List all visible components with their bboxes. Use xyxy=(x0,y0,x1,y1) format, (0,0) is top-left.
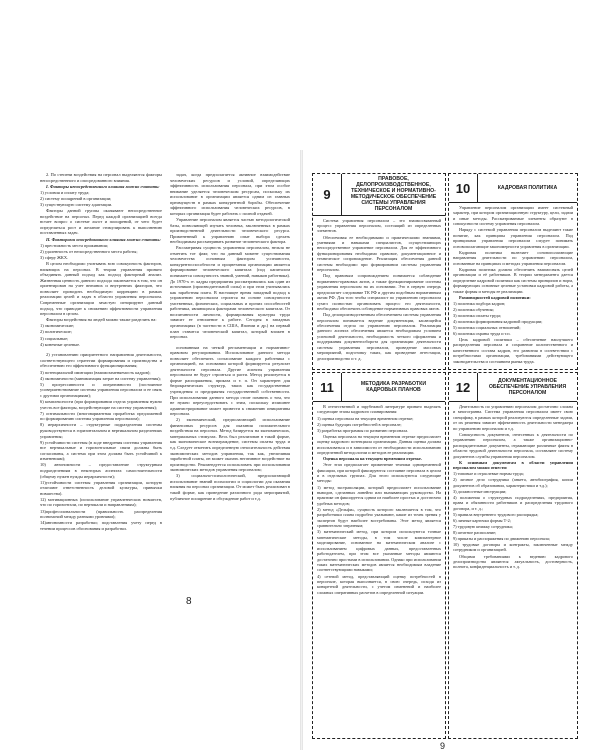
list-item: 2) систему поощрений в организации; xyxy=(40,195,112,201)
paragraph: I. Факторы непосредственного влияния можно считать: xyxy=(46,183,160,189)
list-item: 3) социальные; xyxy=(40,335,69,341)
list-item: 3) политика оплаты труда; xyxy=(453,312,502,318)
list-item: 8) штатное расписание; xyxy=(453,529,497,535)
list-item: 1) политика подбора кадров; xyxy=(453,300,506,306)
paragraph: Оценка персонала на текущем временном отрезке. xyxy=(323,456,422,462)
section-body xyxy=(449,402,577,572)
paragraph: Факторы воздействия на людей можно также разделить на: xyxy=(46,317,157,323)
list-item: 4) сетевой метод, представляющий оценку потребностей в персонале, которая выполняется, в свою очередь, исходя из конкретной деятельности, с учетом изменений и наиболее сложных оперативных расчетов в определенной ситуации. xyxy=(317,573,441,595)
section-number: 12 xyxy=(449,373,478,401)
section-body xyxy=(449,203,577,367)
paragraph: 2) установлению приоритетного направления деятельности, соответствующего стратегии формирования и производства и обеспечению его эффективного функционирования; xyxy=(40,352,162,369)
paragraph: Кадровая политика включает основополагающие направления деятельности по управлению персоналом, основанные на принципах и методах управления персоналом. xyxy=(453,249,573,266)
section-number: 11 xyxy=(313,373,342,401)
paragraph: 2. По степени воздействия на персонал выделяются факторы непосредственного и опосредованного влияния. xyxy=(40,172,162,183)
paragraph: Рассматривая сущность управления персоналом, нельзя не отметить тот факт, что на данный момент существования человечества основным фактором успешности, конкурентоспособности и процветания организации является формирование человеческого капитала (под капиталом понимается совокупность знаний, умений, навыков работника). До 1970-х гг. кадры предприятия рассматривались как один из источников (производительной силы) и при этом учитывались как заработная плата. В настоящее время западный подход к управлению персоналом строится на основе совокупности умственных, физических, социальных и прочих способностей работника, являющихся факторами человеческого капитала. От воспитанности личности, формирования культуры труда зависит ее отношение к работе. Сегодня в западных организациях (в частности в США, Японии и др.) на первый план ставится человеческий капитал, который вложен в персонал. xyxy=(170,245,290,340)
list-item: 1) метод экстраполяции, который предполагает использование выводов, сделанных линейно или вызывающих руководство. На практике он фиксируется одним из наиболее простых и достаточно удобных методов; xyxy=(317,484,441,506)
list-item: 3) разработка программы по развитию персонала. xyxy=(317,427,409,433)
list-item: 1) типовые и отраслевые нормы труда; xyxy=(453,471,524,477)
list-item: 1) престижность места проживания; xyxy=(40,242,108,248)
paragraph: Управление персоналом организации имеет системный характер, при котором организационную структуру, цели, задачи и иные методы. Рассматриваемые элементы образуют в совокупности систему управления персоналом. xyxy=(453,205,573,227)
list-item: 2) оценка будущих потребностей в персонале; xyxy=(317,421,402,427)
section-10 xyxy=(448,173,578,370)
list-item: 2) метод «Дельфи», сущность которого заключается в том, что разработчики плана подробно указывают, какие из точек зрения у экспертов будут наиболее востребованы. Этот метод является сравнительно затратным; xyxy=(317,506,441,529)
section-title: ПРАВОВОЕ, ДЕЛОПРОИЗВОДСТВЕННОЕ, ТЕХНИЧЕСКОЕ И НОРМАТИВНО-МЕТОДИЧЕСКОЕ ОБЕСПЕЧЕНИЕ СИСТЕМЫ УПРАВЛЕНИЯ ПЕРСОНАЛОМ xyxy=(350,176,437,213)
list-item: 9) устойчивости системы (в ходе внедрения системы управления все вертикальные и горизонтальные связи должны быть согласованы, а система при этом должна быть устойчивой к изменениям); xyxy=(40,439,162,462)
list-item: 2) политика обучения; xyxy=(453,306,494,312)
list-item: 5) правила внутреннего трудового распорядка; xyxy=(453,511,539,517)
list-item: 14)автономности разработки; подставления учету перед в течении процессов обоснования и разработки. xyxy=(40,520,162,531)
section-title: КАДРОВАЯ ПОЛИТИКА xyxy=(497,184,558,191)
paragraph: Оценка персонала на текущем временном отрезке предполагает оценку кадрового потенциала организации. Данная оценка должна использоваться и в зависимости от необходимости использованию определенной методологии и методов ее реализации. xyxy=(317,433,441,455)
list-item: 3) математический метод, при котором используются точные математические методы, в том числе компьютерное моделирование, основанное на математическом анализе с использованием цифровых данных, предоставленных работодателем, при этом все указанные методы являются достаточно простыми в использовании. Однако при использовании таких математических методов является необходимым владение соответствующими навыками; xyxy=(317,529,441,573)
list-item: 12) мотивационных (использование управленческих новшеств, что по горизонтали, по вертикали и направлениям); xyxy=(40,496,162,508)
paragraph: В целом необходимо учитывать всю совокупность факторов, влияющих на персонал. В теории управления принято объединять данный подход как подход факторный анализ. Жизненная ценность данного подхода заключается в том, что он ориентирован на учет внешних и внутренних факторов, что позволяет проводить необходимую коррекцию в рамках реализации целей и задач в области управления персоналом. Современные организации зачастую игнорируют данный подход, что приводит к снижению эффективности управления персоналом в целом. xyxy=(40,261,162,317)
section-title: ДОКУМЕНТАЦИОННОЕ ОБЕСПЕЧЕНИЕ УПРАВЛЕНИЯ ПЕРСОНАЛОМ xyxy=(488,377,567,397)
list-item: 8) иерархичности – структурные подразделения системы руководствуются в горизонтальном и вертикальном разделениях управления; xyxy=(40,422,162,439)
paragraph: Под правовым сопровождением понимается соблюдение нормативно-правовых актов, а также функционирование системы управления персоналом на их основании. Это в первую очередь предполагает следование ТК РФ и другим подобным нормативным актам РФ. Для того чтобы специалист по управлению персоналом сумел полностью организовать процесс его деятельности, необходимо обеспечить соблюдение нормативных правовых актов. xyxy=(317,273,441,311)
paragraph: Факторы данной группы оказывают непосредственное воздействие на персонал. Перед каждой организацией всегда встает вопрос о системе льгот и поощрений, от чего будет определяться рост и желание стимулировать к выполнению поставленных задач. xyxy=(40,208,162,236)
paragraph: Наряду с системой управления персоналом выделяют такие понятие, как принципы управления персоналом. Под принципами управления персоналом следует понимать основополагающие закономерности управления в организации. xyxy=(453,227,573,249)
left-page-number: 8 xyxy=(186,596,192,607)
list-item: 7) трудовую книжку сотрудника; xyxy=(453,523,513,529)
list-item: 11)устойчивости системы управления организации, которую отличают ответственность деловой культуры, привычки новшества). xyxy=(40,479,162,496)
section-title: МЕТОДИКА РАЗРАБОТКИ КАДРОВЫХ ПЛАНОВ xyxy=(360,380,427,393)
list-item: 4) политика формирования кадровой продукции; xyxy=(453,318,543,324)
paragraph: Разновидностей кадровой политики: xyxy=(459,294,531,300)
section-11 xyxy=(312,372,446,739)
list-item: 2) политические; xyxy=(40,329,72,335)
section-body xyxy=(313,216,445,364)
paragraph: Под делопроизводственным обеспечением системы управления персоналом понимается ведение документации, касающейся обеспечения отдела по управлению персоналом. Реализация данного аспекта обеспечения является необходимым условием успешной деятельности, необходимость четкого оформления и поддержания документооборота для организации деятельности системы управления персоналом, проведение массовых мероприятий, подготовку таких, как проведение аттестации, делопроизводство и т. д. xyxy=(317,312,441,361)
right-page-number: 9 xyxy=(440,741,446,750)
list-item: 5) политика социальных отношений; xyxy=(453,324,521,330)
list-item: 2) личное дело сотрудника (анкета, автобиография, копии документов об образовании, характеристики и т.д.); xyxy=(453,477,573,488)
list-item: 9) приказы и распоряжения по движению персонала; xyxy=(453,535,551,541)
list-item: 5) прогрессивности и оперативности (постоянное усовершенствование системы управления персоналом и ее связь с другими организациями); xyxy=(40,381,162,398)
list-item: 1) оценка персонала на текущем временном отрезке; xyxy=(317,415,414,421)
list-item: 4) конечные целевые. xyxy=(40,341,81,347)
paragraph: Обеспечивая ее необходимыми и практическими знаниями, умениями и навыками специалистов, осуществляющих непосредственное управление персоналом. Для ее эффективного функционирования необходимо правовое, документационное и техническое сопровождение. Реализация обеспечения данной системы необходимо при формировании системы управления персоналом. xyxy=(317,234,441,273)
paragraph: Этот этап предполагает применение техники одновременной фиксации, при которой фиксируются состояние персонала в целом и в отдельных группах. Для этого используются следующие методы: xyxy=(317,462,441,484)
list-item: 4) экономичности (минимизация затрат на систему управления); xyxy=(40,375,161,381)
paragraph: Кадровая политика должна обеспечить взаимосвязь целей организации и её работников. В теории менеджмента дается определение кадровой политики как системы принципов и норм, формирующих основные целевые установки кадровой работы, а также формы и методы ее реализации. xyxy=(453,266,573,294)
list-item: 6) политика охраны труда и т.п. xyxy=(453,330,511,336)
paragraph: Управление персоналом является частью методологической базы, позволяющей изучать человека, заключенных в рамках производственной деятельности человеческого ресурса. Примененный к управлению опыт выбора сделать необходимым рассматривать развитие человеческого фактора. xyxy=(170,216,290,245)
list-item: 1) условия и оплату труда; xyxy=(40,189,90,195)
paragraph: Деятельность по управлению персоналом достаточно сложна и многогранна. Система управления персоналом имеет свою специфику, в рамках которой реализуются определенные задачи, от их решения зависит эффективность деятельности менеджера по управлению персоналом и т.д. xyxy=(453,404,573,431)
list-item: 3) сферу ЖКХ. xyxy=(40,255,69,260)
list-item: 7) оптимальности (многовариантная проработка предложений по формированию системы управления персоналом); xyxy=(40,410,162,422)
paragraph: В отечественной и зарубежной литературе принято выделять следующие этапы кадрового планирования: xyxy=(317,404,441,415)
list-item: 10) автономности – предоставление структурным подразделениям в некоторых аспектах самостоятельности (общему нужен нужды иерархичности); xyxy=(40,462,162,479)
list-item: 3) существующую систему адаптации. xyxy=(40,202,113,208)
section-number: 9 xyxy=(313,174,342,215)
paragraph: Совокупность документов, отнесенных к деятельности по управлению персоналом, а также организационно-распорядительные документы, отражающие различные факты в области трудовой деятельности персонала, составляют систему документов службы управления персоналом. xyxy=(453,431,573,459)
section-12 xyxy=(448,372,578,739)
list-item: 13)профессиональности (правильность распределения полномочий между разными уровнями); xyxy=(40,508,162,520)
paragraph: Цель кадровой политики – обеспечение наилучшего распределения персонала и сохранение количественного и качественного состава кадров, его развития в соответствии с потребностями организации, требованиями действующего законодательства и состоянием рынка труда. xyxy=(453,336,573,364)
paragraph: Система управления персоналом – это взаимосвязанный процесс управления персоналом, состоящий из определенных элементов. xyxy=(317,217,441,234)
paragraph: К основным документам в области управления персоналом можно отнести: xyxy=(453,459,573,471)
list-item: 3) должностные инструкции; xyxy=(453,488,507,494)
section-body xyxy=(313,402,445,598)
section-number: 10 xyxy=(449,174,478,202)
list-item: 3) потенциальной имитации (взаимозаменяемость кадров); xyxy=(40,369,151,375)
list-item: 2) удаленность от непосредственного места работы; xyxy=(40,248,138,254)
list-item: 4) положения о структурных подразделениях, предприятия, права и обязанности работников и распределения трудового договора, и т. д.; xyxy=(453,494,573,511)
list-item: 10) трудовые договоры и контракты, заключенные между сотрудником и организацией. xyxy=(453,542,573,553)
list-item: 6) комплексности (при формировании отдела управления нужно учесть все факторы, воздействующие на систему управления); xyxy=(40,399,162,410)
paragraph: II. Факторами опосредованного влияния можно считать: xyxy=(46,236,161,242)
paragraph: основанным на четкой регламентации и нормативно-правовом регулировании. Использование данного метода позволяет обеспечить согласование каждого работника с организацией, на основании которой формируется результат деятельности персонала. Другие аспекты управления персоналом не будут строиться и расти. Метод реализуется в форме распоряжения, приказа и т. п. Он характерен для бюрократических структур, таких как государственные учреждения и предприятия государственной собственности. При использовании данного метода стоит помнить о том, что не нужно переусердствовать с этим, поскольку излишнее администрирование может привести к снижению инициативы персонала. xyxy=(170,344,290,417)
paragraph: 3) социально-психологический, предполагающий использование знаний психологии и социологии для оказания влияния на персонал организации. От может быть реализован в такой форме, как проведение различного рода мероприятий, публичное поощрение и обсуждение работ и т.д. xyxy=(170,473,290,501)
list-item: 1) экономические; xyxy=(40,323,75,329)
paragraph: задач, когда предполагается активное взаимодействие человеческих ресурсов и условий, определяющих эффективность использования персонала, при этом особое внимание уделяется человеческим ресурсам, поскольку их использование в организации является одним из главных преимуществ в рамках конкурентной борьбы. Обеспечение эффективного использования человеческих ресурсов, в которых организация будет работать с полной отдачей. xyxy=(170,172,290,216)
list-item: 6) личные карточки формы Т-2; xyxy=(453,517,512,523)
paragraph: 2) экономический, предполагающий использование финансовых ресурсов для оказания положительного воздействия на персонал. Метод базируется на экономических, материальных стимулах. Весь был реализован в такой форме, как экономическое вознаграждение, системы оплаты труда и т.д. Следует отметить определенную относительность действия экономических методов управления, так как, увеличивая заработной платы, он может оказать негативное воздействие на производство. Рекомендуется использовать при использовании экономических методов управления персоналом; xyxy=(170,417,290,473)
paragraph: Общими требованиями к ведению кадрового делопроизводства являются: актуальность, достоверность, полнота, конфиденциальность и т. д. xyxy=(453,553,573,570)
section-9 xyxy=(312,173,446,370)
